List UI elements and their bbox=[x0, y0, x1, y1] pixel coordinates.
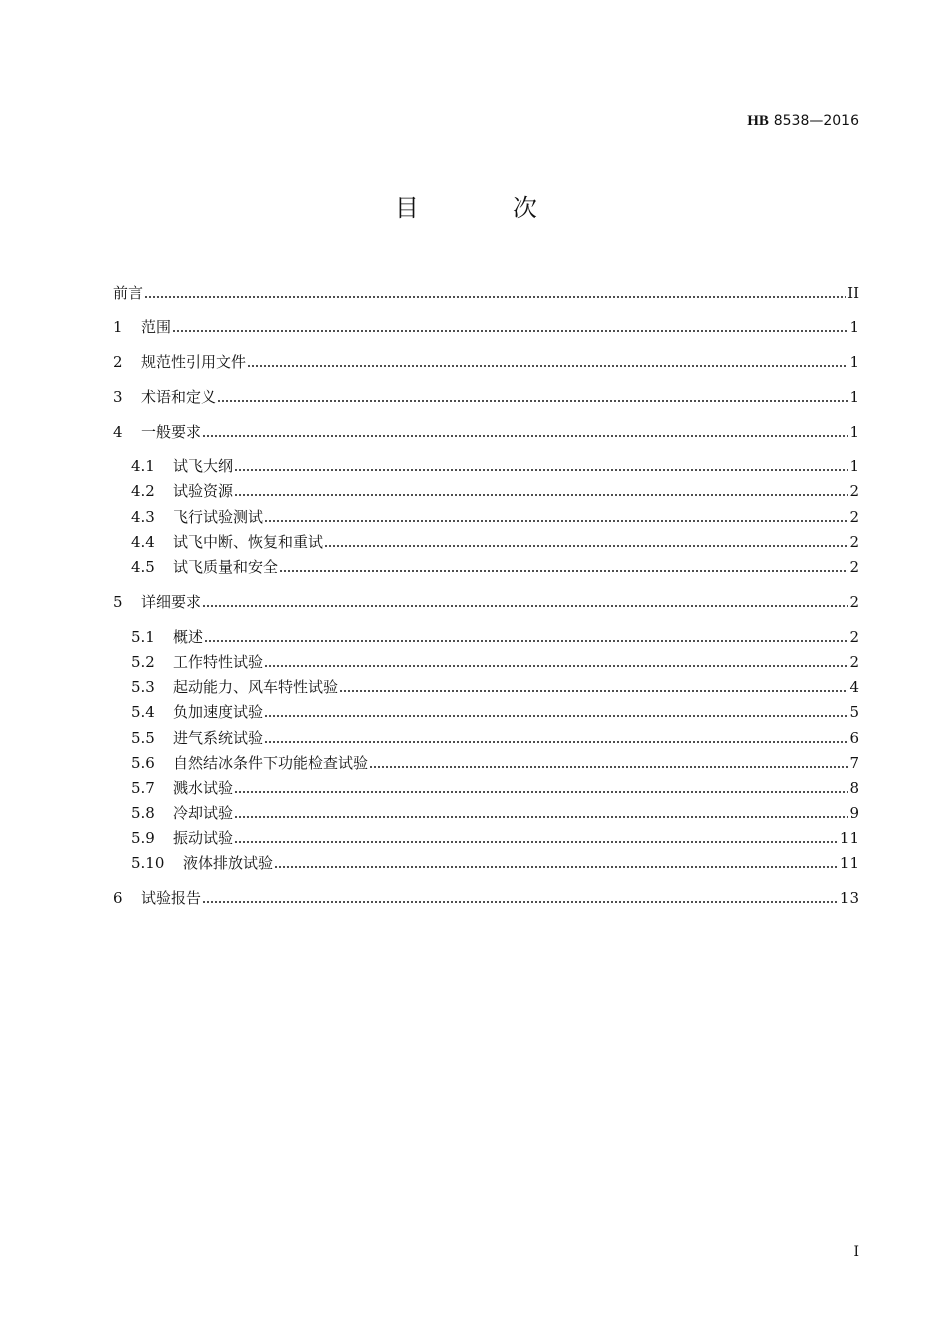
toc-entry-foreword[interactable] bbox=[113, 282, 859, 304]
toc-entry-number: 4.5 bbox=[131, 558, 155, 576]
toc-entry-label: 进气系统试验 bbox=[173, 729, 264, 747]
toc-entry-label: 溅水试验 bbox=[173, 779, 234, 797]
toc-entry-label: 试飞大纲 bbox=[173, 457, 234, 475]
toc-entry-page: 13 bbox=[839, 889, 859, 907]
toc-entry-number: 5.4 bbox=[131, 703, 155, 721]
toc-entry-label: 冷却试验 bbox=[173, 804, 234, 822]
toc-entry-page: 2 bbox=[849, 558, 859, 576]
toc-entry-number: 4.1 bbox=[131, 457, 155, 475]
dot-leader bbox=[144, 282, 846, 304]
toc-entry-page: 5 bbox=[849, 703, 859, 721]
toc-entry-6[interactable] bbox=[113, 887, 859, 909]
toc-entry-page: 7 bbox=[849, 754, 859, 772]
toc-entry-label: 一般要求 bbox=[141, 423, 202, 441]
toc-entry-page: 1 bbox=[849, 318, 859, 336]
dot-leader bbox=[274, 852, 839, 874]
toc-entry-5-2[interactable] bbox=[131, 651, 859, 673]
dot-leader bbox=[234, 480, 848, 502]
dot-leader bbox=[279, 556, 848, 578]
toc-entry-number: 5.8 bbox=[131, 804, 155, 822]
toc-entry-label: 试验资源 bbox=[173, 482, 234, 500]
toc-entry-page: 9 bbox=[849, 804, 859, 822]
toc-entry-page: 1 bbox=[849, 353, 859, 371]
toc-entry-page: 11 bbox=[839, 829, 859, 847]
toc-entry-number: 5.2 bbox=[131, 653, 155, 671]
dot-leader bbox=[202, 421, 848, 443]
toc-entry-label: 试验报告 bbox=[141, 889, 202, 907]
toc-entry-label: 详细要求 bbox=[141, 593, 202, 611]
dot-leader bbox=[202, 887, 839, 909]
toc-entry-page: 1 bbox=[849, 388, 859, 406]
toc-entry-number: 5.1 bbox=[131, 628, 155, 646]
toc-entry-5[interactable] bbox=[113, 591, 859, 613]
dot-leader bbox=[264, 727, 848, 749]
dot-leader bbox=[234, 777, 848, 799]
toc-entry-label: 振动试验 bbox=[173, 829, 234, 847]
dot-leader bbox=[247, 351, 848, 373]
dot-leader bbox=[264, 651, 848, 673]
toc-entry-label: 工作特性试验 bbox=[173, 653, 264, 671]
toc-entry-label: 试飞中断、恢复和重试 bbox=[173, 533, 324, 551]
dot-leader bbox=[264, 701, 848, 723]
dot-leader bbox=[264, 506, 848, 528]
toc-entry-number: 4.3 bbox=[131, 508, 155, 526]
toc-entry-page: 1 bbox=[849, 457, 859, 475]
toc-entry-label: 前言 bbox=[113, 284, 144, 302]
toc-entry-page: 2 bbox=[849, 628, 859, 646]
dot-leader bbox=[172, 316, 848, 338]
toc-entry-5-4[interactable] bbox=[131, 701, 859, 723]
toc-entry-label: 自然结冰条件下功能检查试验 bbox=[173, 754, 369, 772]
toc-entry-4-3[interactable] bbox=[131, 506, 859, 528]
toc-entry-label: 飞行试验测试 bbox=[173, 508, 264, 526]
toc-entry-5-7[interactable] bbox=[131, 777, 859, 799]
toc-entry-4-4[interactable] bbox=[131, 531, 859, 553]
toc-entry-page: 2 bbox=[849, 653, 859, 671]
toc-entry-5-6[interactable] bbox=[131, 752, 859, 774]
toc-entry-number: 2 bbox=[113, 353, 123, 371]
toc-entry-label: 规范性引用文件 bbox=[141, 353, 247, 371]
toc-entry-number: 5.9 bbox=[131, 829, 155, 847]
toc-entry-number: 6 bbox=[113, 889, 123, 907]
toc-entry-number: 4 bbox=[113, 423, 123, 441]
toc-entry-5-9[interactable] bbox=[131, 827, 859, 849]
toc-entry-label: 术语和定义 bbox=[141, 388, 217, 406]
toc-entry-number: 5.7 bbox=[131, 779, 155, 797]
toc-entry-4-1[interactable] bbox=[131, 455, 859, 477]
toc-entry-4-2[interactable] bbox=[131, 480, 859, 502]
standard-prefix: HB bbox=[747, 113, 769, 129]
toc-entry-1[interactable] bbox=[113, 316, 859, 338]
toc-entry-label: 范围 bbox=[141, 318, 172, 336]
toc-title: 目 次 bbox=[394, 194, 581, 222]
toc-entry-page: 1 bbox=[849, 423, 859, 441]
toc-entry-label: 液体排放试验 bbox=[183, 854, 274, 872]
page-number: I bbox=[853, 1244, 859, 1260]
dot-leader bbox=[217, 386, 848, 408]
toc-entry-page: 2 bbox=[849, 482, 859, 500]
toc-entry-5-8[interactable] bbox=[131, 802, 859, 824]
toc-entry-number: 5.3 bbox=[131, 678, 155, 696]
toc-entry-number: 3 bbox=[113, 388, 123, 406]
toc-entry-number: 5.6 bbox=[131, 754, 155, 772]
toc-entry-page: 2 bbox=[849, 533, 859, 551]
dot-leader bbox=[324, 531, 848, 553]
standard-number: 8538—2016 bbox=[773, 113, 859, 129]
toc-entry-2[interactable] bbox=[113, 351, 859, 373]
toc-entry-page: II bbox=[847, 284, 859, 302]
dot-leader bbox=[234, 827, 839, 849]
toc-entry-number: 4.4 bbox=[131, 533, 155, 551]
standard-code bbox=[747, 110, 859, 131]
dot-leader bbox=[234, 802, 848, 824]
toc-entry-label: 试飞质量和安全 bbox=[173, 558, 279, 576]
toc-entry-label: 起动能力、风车特性试验 bbox=[173, 678, 339, 696]
dot-leader bbox=[204, 626, 848, 648]
toc-entry-number: 1 bbox=[113, 318, 123, 336]
toc-entry-page: 6 bbox=[849, 729, 859, 747]
dot-leader bbox=[202, 591, 848, 613]
toc-entry-page: 2 bbox=[849, 508, 859, 526]
toc-entry-label: 概述 bbox=[173, 628, 204, 646]
dot-leader bbox=[369, 752, 848, 774]
toc-entry-number: 5.5 bbox=[131, 729, 155, 747]
toc-entry-4[interactable] bbox=[113, 421, 859, 443]
toc-entry-number: 5.10 bbox=[131, 854, 165, 872]
toc-entry-page: 2 bbox=[849, 593, 859, 611]
toc-entry-5-5[interactable] bbox=[131, 727, 859, 749]
toc-entry-page: 8 bbox=[849, 779, 859, 797]
toc-entry-label: 负加速度试验 bbox=[173, 703, 264, 721]
dot-leader bbox=[339, 676, 848, 698]
toc-entry-page: 4 bbox=[849, 678, 859, 696]
dot-leader bbox=[234, 455, 848, 477]
toc-entry-5-1[interactable] bbox=[131, 626, 859, 648]
toc-entry-number: 5 bbox=[113, 593, 123, 611]
toc-entry-3[interactable] bbox=[113, 386, 859, 408]
toc-entry-page: 11 bbox=[839, 854, 859, 872]
toc-entry-5-3[interactable] bbox=[131, 676, 859, 698]
toc-entry-5-10[interactable] bbox=[131, 852, 859, 874]
toc-entry-number: 4.2 bbox=[131, 482, 155, 500]
toc-entry-4-5[interactable] bbox=[131, 556, 859, 578]
